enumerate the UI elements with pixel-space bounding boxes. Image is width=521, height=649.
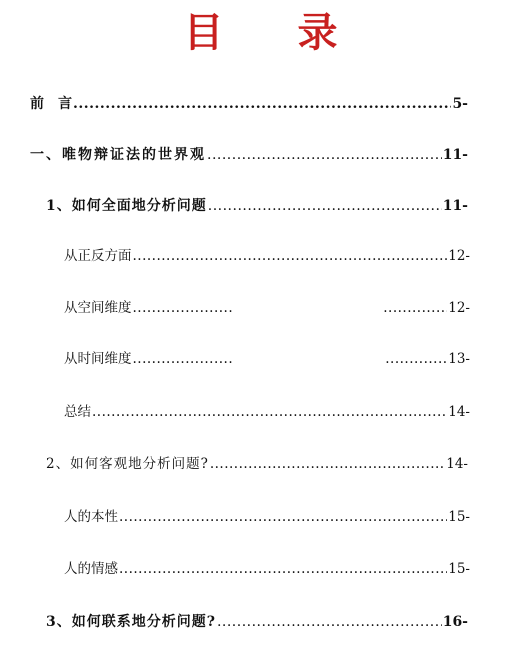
toc-leader-dots xyxy=(133,245,448,267)
toc-entry-preface[interactable] xyxy=(30,93,468,115)
toc-entry-text: 前 言 xyxy=(30,96,72,112)
toc-page-number: 15- xyxy=(448,561,470,577)
toc-entry-text: 2、如何客观地分析问题? xyxy=(46,456,209,472)
toc-entry-section-3[interactable] xyxy=(46,611,468,633)
toc-page-number: 12- xyxy=(448,300,470,316)
toc-leader-dots xyxy=(92,401,447,423)
toc-title: 目 录 xyxy=(183,10,368,56)
toc-entry-text: 从正反方面 xyxy=(64,248,132,264)
toc-leader-dots xyxy=(133,297,233,319)
toc-entry-subsection[interactable] xyxy=(64,297,470,319)
toc-entry-text: 1、如何全面地分析问题 xyxy=(46,198,207,214)
toc-entry-section-2[interactable] xyxy=(46,453,468,475)
toc-page-number: 15- xyxy=(448,509,470,525)
toc-entry-section-1[interactable] xyxy=(46,195,468,217)
toc-page-number: 11- xyxy=(442,198,468,214)
toc-leader-dots xyxy=(119,506,447,528)
toc-leader-dots xyxy=(208,195,442,217)
toc-entry-text: 总结 xyxy=(64,404,91,420)
toc-entry-subsection[interactable] xyxy=(64,506,470,528)
toc-entry-text: 人的情感 xyxy=(64,561,118,577)
toc-page-number: 5- xyxy=(452,96,468,112)
toc-leader-dots xyxy=(383,297,447,319)
toc-page-number: 14- xyxy=(448,404,470,420)
toc-entry-text: 3、如何联系地分析问题? xyxy=(46,614,216,630)
toc-page-number: 12- xyxy=(448,248,470,264)
toc-entry-chapter-1[interactable] xyxy=(30,144,468,166)
toc-leader-dots xyxy=(210,453,445,475)
toc-entry-subsection[interactable] xyxy=(64,401,470,423)
toc-leader-dots xyxy=(133,348,233,370)
toc-entry-subsection[interactable] xyxy=(64,558,470,580)
toc-leader-dots xyxy=(207,144,442,166)
toc-page-number: 11- xyxy=(442,147,468,163)
toc-leader-dots xyxy=(73,93,451,115)
toc-page-number: 13- xyxy=(448,351,470,367)
toc-entry-text: 人的本性 xyxy=(64,509,118,525)
toc-page-number: 14- xyxy=(446,456,468,472)
toc-leader-dots xyxy=(385,348,447,370)
toc-page-number: 16- xyxy=(442,614,468,630)
toc-entry-text: 从时间维度 xyxy=(64,351,132,367)
toc-leader-dots xyxy=(217,611,442,633)
toc-entry-text: 从空间维度 xyxy=(64,300,132,316)
toc-entry-subsection[interactable] xyxy=(64,348,470,370)
toc-entry-text: 一、唯物辩证法的世界观 xyxy=(30,147,206,163)
toc-entry-subsection[interactable] xyxy=(64,245,470,267)
toc-leader-dots xyxy=(119,558,447,580)
